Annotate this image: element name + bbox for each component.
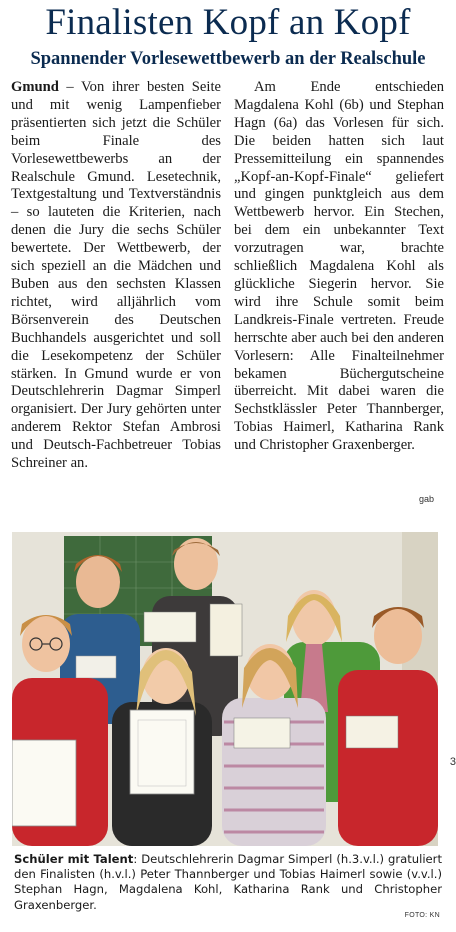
paragraph-2: Am Ende entschieden Magdalena Kohl (6b) und Stephan Hagn (6a) das Vorlesen für sich. Die beiden hatten sich laut Pressemitteilung ein spannendes „Kopf-an-Kopf-Finale“ geliefert und gingen punktgleich aus dem Wettbewerb hervor. Ein Stechen, bei dem ein unbekannter Text vorzutragen war, brachte schließlich Magdalena Kohl als glückliche Siegerin hervor. Sie wird ihre Schule somit beim Landkreis-Finale vertreten. Freude herrschte aber auch bei den anderen Vorlesern: Alle Finalteilnehmer bekamen Büchergutscheine überreicht. Mit dabei waren die Sechstklässler Peter Thannberger, Tobias Haimerl, Katharina Rank und Christopher Graxenberger. bbox=[234, 79, 444, 454]
paragraph-1-text: – Von ihrer besten Seite und mit wenig Lampenfieber präsentierten sich jetzt die Schüler beim Finale des Vorlesewettbewerbs an der Realschule Gmund. Lesetechnik, Textgestaltung und Textverständnis – so lauteten die Kriterien, nach denen die Jury die sechs Schüler bewertete. Der Wettbewerb, der sich speziell an die Mädchen und Buben aus den sechsten Klassen richtet, wird alljährlich vom Börsenverein des Deutschen Buchhandels ausgerichtet und soll die Lesekompetenz der Schüler stärken. In Gmund wurde er von Deutschlehrerin Dagmar Simperl organisiert. Der Jury gehörten unter anderem Rektor Stefan Ambrosi und Deutsch-Fachbetreuer Tobias Schreiner an. bbox=[11, 79, 221, 472]
photo-credit: FOTO: KN bbox=[404, 912, 440, 919]
photo-illustration bbox=[12, 532, 438, 846]
headline: Finalisten Kopf an Kopf bbox=[45, 2, 411, 43]
caption-title: Schüler mit Talent bbox=[14, 852, 134, 866]
photo-caption bbox=[14, 852, 442, 913]
author-signature: gab bbox=[418, 494, 434, 504]
dateline: Gmund bbox=[11, 79, 59, 95]
paragraph-1 bbox=[11, 79, 221, 473]
article-column-right bbox=[234, 79, 444, 455]
edge-page-number: 3 bbox=[449, 756, 456, 768]
subheadline: Spannender Vorlesewettbewerb an der Realschule bbox=[30, 49, 426, 69]
article-column-left bbox=[11, 79, 221, 473]
caption-text: : Deutschlehrerin Dagmar Simperl (h.3.v.l.) gratuliert den Finalisten (h.v.l.) Peter Thannberger und Tobias Haimerl sowie (v.v.l.) Stephan Hagn, Magdalena Kohl, Katharina Rank und Christopher Graxenberger. bbox=[14, 852, 442, 912]
group-photo bbox=[12, 532, 438, 846]
